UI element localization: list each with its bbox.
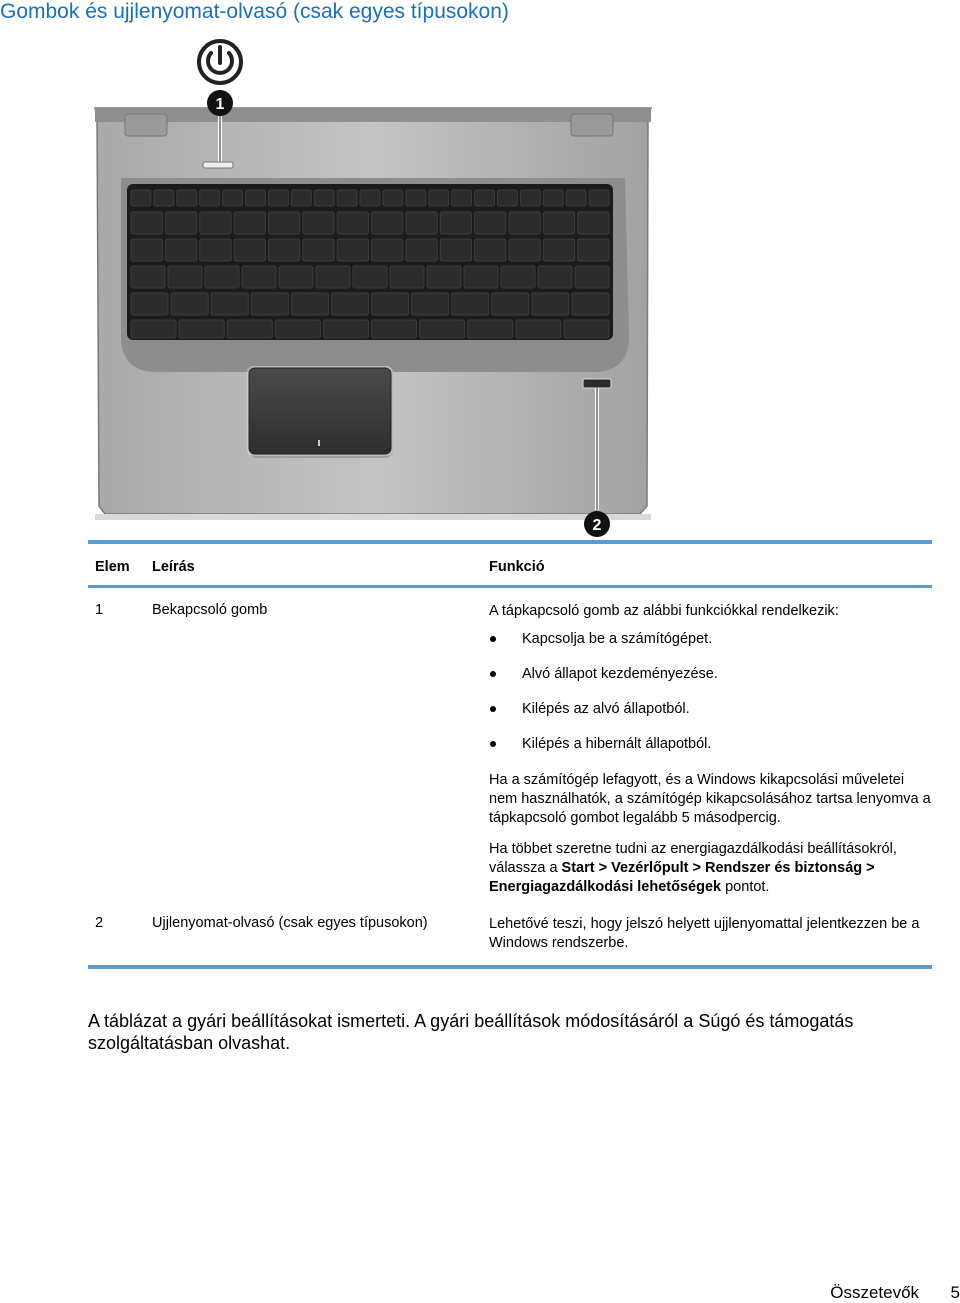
keyboard-key (131, 293, 168, 315)
keyboard-key (543, 190, 563, 206)
keyboard-key (131, 266, 165, 288)
header-description: Leírás (152, 559, 195, 575)
keyboard-key (165, 239, 196, 261)
keyboard-key (492, 293, 529, 315)
power-button (203, 162, 233, 168)
keyboard-key (168, 266, 202, 288)
table-row (88, 587, 932, 898)
table-footnote: A táblázat a gyári beállításokat ismerteti. A gyári beállítások módosításáról a Súgó és támogatás szolgáltatásban olvashat. (88, 1011, 854, 1053)
keyboard-key (566, 190, 586, 206)
keyboard-key (509, 212, 540, 234)
energy-prefix: Ha többet szeretne tudni az energiagazdálkodási beállításokról, válassza a (489, 841, 897, 876)
page-number: 5 (950, 1283, 960, 1302)
menu-start: Start (561, 860, 595, 876)
row-number: 2 (95, 915, 104, 931)
keyboard-key (575, 266, 609, 288)
menu-system-security: Rendszer és biztonság (705, 860, 863, 876)
keyboard-key (223, 190, 243, 206)
keyboard-key (200, 212, 231, 234)
row-function (489, 897, 932, 967)
keyboard-key (406, 239, 437, 261)
keyboard-key (538, 266, 572, 288)
keyboard-key (234, 212, 265, 234)
row-number: 1 (95, 602, 104, 618)
keyboard-key (420, 320, 465, 338)
energy-suffix: pontot. (721, 879, 770, 895)
keyboard-key (337, 190, 357, 206)
header-elem: Elem (95, 559, 130, 575)
row-function (489, 587, 932, 898)
keyboard-key (246, 190, 266, 206)
keyboard-key (131, 190, 151, 206)
keyboard-key (268, 239, 299, 261)
keyboard-key (353, 266, 387, 288)
keyboard-key (475, 190, 495, 206)
header-function: Funkció (489, 559, 545, 575)
keyboard-key (509, 239, 540, 261)
keyboard-key (314, 190, 334, 206)
energy-note (489, 840, 932, 897)
keyboard-key (501, 266, 535, 288)
keyboard-key (337, 239, 368, 261)
list-item: Alvó állapot kezdeményezése. (489, 664, 932, 699)
menu-control-panel: Vezérlőpult (611, 860, 689, 876)
keyboard-key (171, 293, 208, 315)
touchpad (247, 366, 393, 458)
laptop-illustration (85, 36, 665, 544)
keyboard-key (475, 212, 506, 234)
freeze-note: Ha a számítógép lefagyott, és a Windows kikapcsolási műveletei nem használhatók, a számítógép kikapcsolásához tartsa lenyomva a tápkapcsoló gombot legalább 5 másodpercig. (489, 772, 931, 826)
list-item: Kilépés a hibernált állapotból. (489, 734, 932, 769)
keyboard-key (564, 320, 609, 338)
keyboard-key (497, 190, 517, 206)
function-bullet-list (489, 629, 932, 769)
keyboard-key (372, 212, 403, 234)
keyboard-key (275, 320, 320, 338)
keyboard-key (372, 239, 403, 261)
keyboard-key (429, 190, 449, 206)
keyboard-key (268, 190, 288, 206)
list-item: Kilépés az alvó állapotból. (489, 699, 932, 734)
callout-2-label: 2 (592, 517, 602, 534)
row-name: Ujjlenyomat-olvasó (csak egyes típusokon) (152, 915, 428, 931)
keyboard-key (468, 320, 513, 338)
keyboard-key (179, 320, 224, 338)
table-row (88, 897, 932, 967)
keyboard-key (227, 320, 272, 338)
keyboard-key (251, 293, 288, 315)
keyboard-key (520, 190, 540, 206)
keyboard-key (331, 293, 368, 315)
keyboard-key (412, 293, 449, 315)
keyboard-key (543, 212, 574, 234)
keyboard-key (279, 266, 313, 288)
keyboard-key (406, 190, 426, 206)
keyboard-key (200, 190, 220, 206)
keyboard-key (440, 212, 471, 234)
keyboard-key (589, 190, 609, 206)
keyboard-key (452, 293, 489, 315)
keyboard-key (372, 320, 417, 338)
keyboard-key (316, 266, 350, 288)
keyboard-key (242, 266, 276, 288)
keyboard-key (291, 293, 328, 315)
keyboard-key (440, 239, 471, 261)
keyboard-key (452, 190, 472, 206)
fingerprint-reader (583, 379, 611, 388)
keyboard-key (291, 190, 311, 206)
keyboard-key (532, 293, 569, 315)
component-table (88, 540, 932, 969)
keyboard-key (390, 266, 424, 288)
menu-separator: > (688, 860, 706, 876)
keyboard-key (205, 266, 239, 288)
keyboard-key (165, 212, 196, 234)
keyboard-key (211, 293, 248, 315)
keyboard-key (268, 212, 299, 234)
function-intro: A tápkapcsoló gomb az alábbi funkciókkal rendelkezik: (489, 603, 839, 619)
section-name: Összetevők (830, 1283, 920, 1302)
menu-separator: > (594, 860, 612, 876)
keyboard-key (464, 266, 498, 288)
menu-power-options: Energiagazdálkodási lehetőségek (489, 879, 722, 895)
keyboard-key (303, 239, 334, 261)
keyboard-key (360, 190, 380, 206)
keyboard-key (578, 239, 609, 261)
keyboard-key (427, 266, 461, 288)
menu-separator: > (862, 860, 875, 876)
page-title: Gombok és ujjlenyomat-olvasó (csak egyes típusokon) (0, 0, 509, 23)
keyboard-key (337, 212, 368, 234)
list-item: Kapcsolja be a számítógépet. (489, 629, 932, 664)
keyboard-key (323, 320, 368, 338)
keyboard-key (372, 293, 409, 315)
keyboard-key (154, 190, 174, 206)
row-name: Bekapcsoló gomb (152, 602, 268, 618)
keyboard-key (131, 239, 162, 261)
keyboard-key (475, 239, 506, 261)
fingerprint-description: Lehetővé teszi, hogy jelszó helyett ujjlenyomattal jelentkezzen be a Windows rendszerbe. (489, 916, 920, 951)
keyboard-key (177, 190, 197, 206)
keyboard-key (383, 190, 403, 206)
keyboard-key (234, 239, 265, 261)
keyboard-key (200, 239, 231, 261)
keyboard-key (572, 293, 609, 315)
keyboard-key (131, 320, 176, 338)
keyboard-key (303, 212, 334, 234)
keyboard-key (131, 212, 162, 234)
keyboard-key (543, 239, 574, 261)
keyboard-key (578, 212, 609, 234)
keyboard-key (406, 212, 437, 234)
table-header-row (88, 542, 932, 587)
keyboard-key (516, 320, 561, 338)
callout-1-label: 1 (215, 96, 225, 113)
page-footer (830, 1283, 960, 1303)
